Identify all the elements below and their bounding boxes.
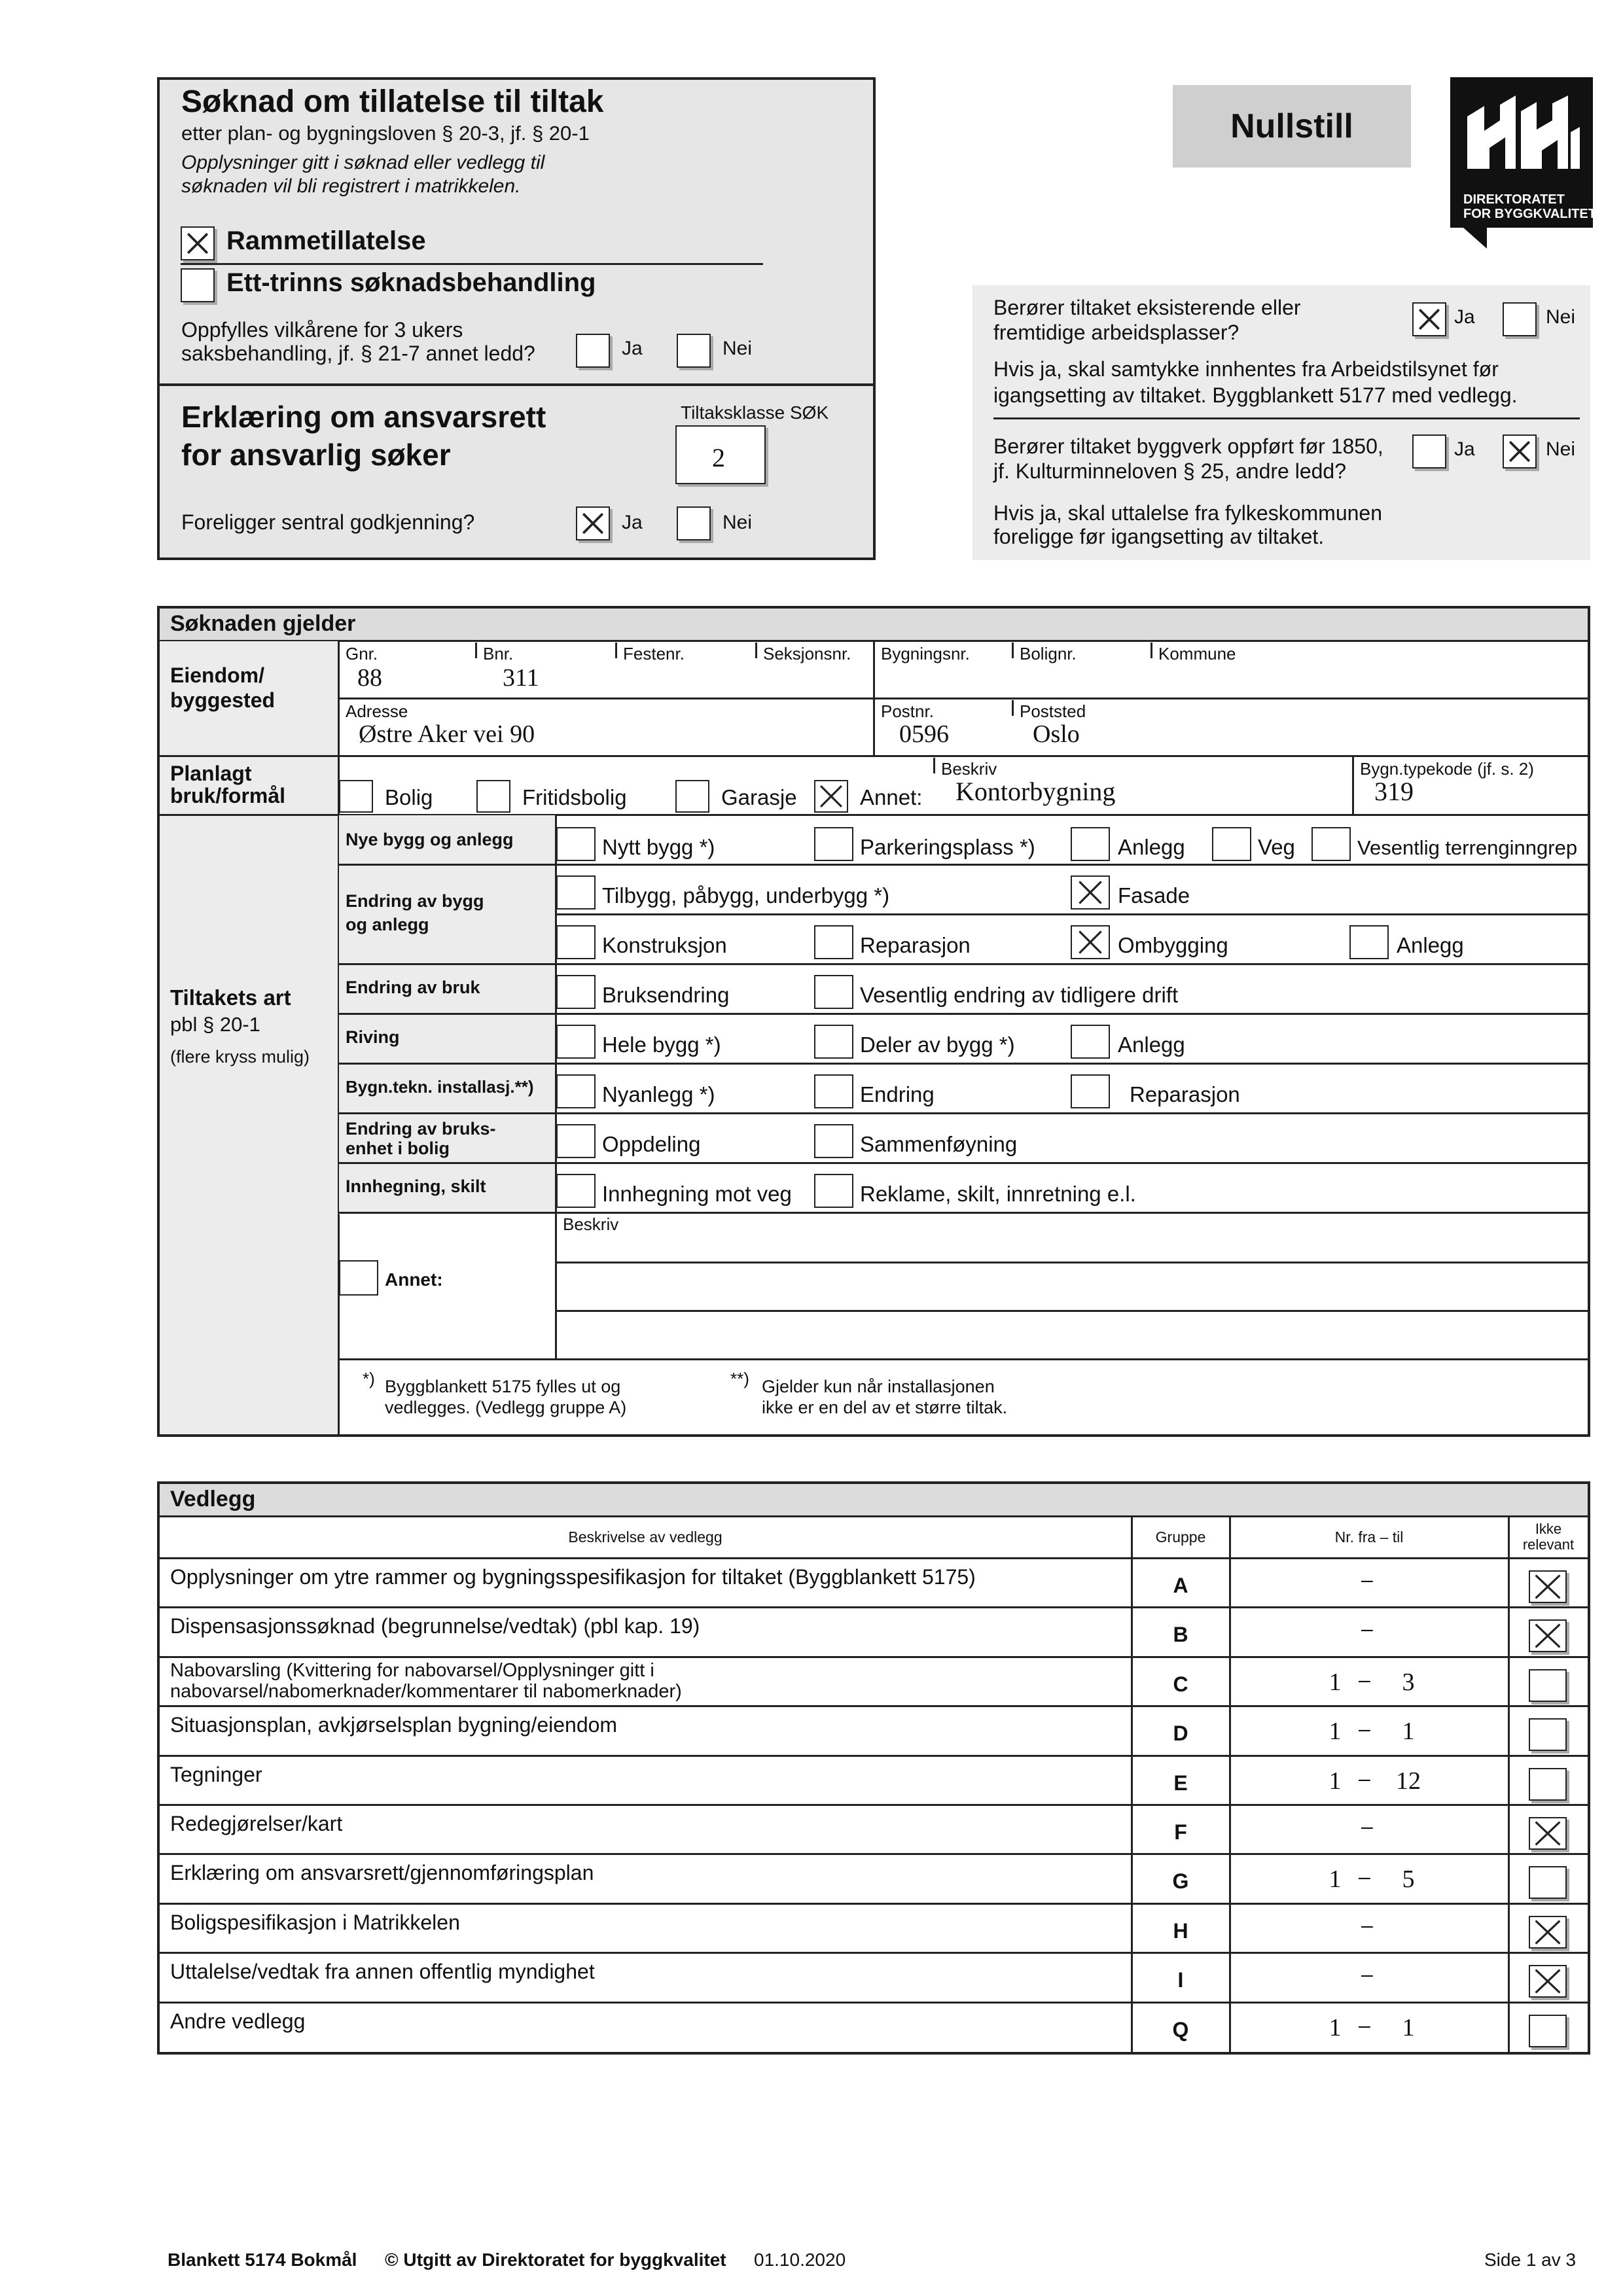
veg-checkbox[interactable] xyxy=(1212,827,1251,861)
anlegg-endring-label: Anlegg xyxy=(1397,933,1464,957)
divider xyxy=(160,1705,1588,1707)
footnote-2-line1: Gjelder kun når installasjonen xyxy=(762,1377,995,1396)
adresse-label: Adresse xyxy=(346,701,408,721)
erklaring-title-1: Erklæring om ansvarsrett xyxy=(181,400,546,434)
bruksendring-label: Bruksendring xyxy=(602,983,730,1007)
vedlegg-group: H xyxy=(1173,1919,1188,1943)
anlegg-nye-label: Anlegg xyxy=(1118,835,1185,859)
reparasjon-checkbox[interactable] xyxy=(814,925,853,959)
divider xyxy=(339,1112,1588,1114)
x-mark-icon xyxy=(182,228,213,259)
postnr-value[interactable]: 0596 xyxy=(899,720,949,748)
innhegning-label: Innhegning mot veg xyxy=(602,1182,792,1206)
vilkar-nei-checkbox[interactable] xyxy=(677,334,711,368)
vedlegg-dash: – xyxy=(1359,1717,1370,1740)
anlegg-endring-checkbox[interactable] xyxy=(1349,925,1389,959)
ikke-relevant-checkbox[interactable] xyxy=(1529,1669,1567,1702)
vedlegg-desc: Boligspesifikasjon i Matrikkelen xyxy=(170,1911,460,1934)
footnote-2-line2: ikke er en del av et større tiltak. xyxy=(762,1398,1008,1417)
gnr-value[interactable]: 88 xyxy=(357,664,382,692)
vedlegg-group: G xyxy=(1172,1869,1189,1893)
divider xyxy=(339,1162,1588,1164)
kulturminne-ja-checkbox[interactable] xyxy=(1412,434,1446,468)
vesentlig-drift-label: Vesentlig endring av tidligere drift xyxy=(860,983,1179,1007)
divider xyxy=(338,1358,1588,1360)
annet-tiltak-checkbox[interactable] xyxy=(339,1260,378,1296)
annet-bruk-label: Annet: xyxy=(860,785,923,809)
divider xyxy=(338,698,1588,699)
vedlegg-group: F xyxy=(1174,1820,1187,1844)
divider xyxy=(475,643,477,658)
vedlegg-group: D xyxy=(1173,1722,1188,1745)
vedlegg-group: Q xyxy=(1172,2018,1189,2041)
footer-dato: 01.10.2020 xyxy=(754,2250,846,2270)
divider xyxy=(339,1013,1588,1015)
vedlegg-to[interactable]: 3 xyxy=(1402,1669,1415,1696)
divider xyxy=(160,1952,1588,1954)
row-bygntekn-label: Bygn.tekn. installasj.**) xyxy=(346,1077,534,1097)
vedlegg-group: A xyxy=(1173,1574,1188,1597)
logo-text-2: FOR BYGGKVALITET xyxy=(1463,207,1596,221)
col-header-gruppe: Gruppe xyxy=(1155,1528,1206,1545)
fritidsbolig-label: Fritidsbolig xyxy=(522,785,627,809)
vedlegg-group: I xyxy=(1177,1968,1184,1992)
bnr-value[interactable]: 311 xyxy=(503,664,539,692)
ikke-relevant-checkbox[interactable] xyxy=(1529,1619,1567,1652)
ombygging-checkbox[interactable] xyxy=(1071,925,1110,959)
beskriv-value[interactable]: Kontorbygning xyxy=(955,777,1116,806)
kulturminne-ja-label: Ja xyxy=(1454,438,1475,460)
ikke-relevant-checkbox[interactable] xyxy=(1529,1817,1567,1850)
col-header-nr: Nr. fra – til xyxy=(1334,1528,1404,1545)
vedlegg-from[interactable]: 1 xyxy=(1329,1865,1342,1893)
reset-button[interactable]: Nullstill xyxy=(1173,85,1411,168)
x-mark-icon xyxy=(1530,1572,1565,1602)
beskriv-label: Beskriv xyxy=(941,759,997,779)
divider xyxy=(160,1804,1588,1806)
arbeidsplasser-question-1: Berører tiltaket eksisterende eller xyxy=(993,296,1301,319)
reklame-label: Reklame, skilt, innretning e.l. xyxy=(860,1182,1136,1206)
anlegg-riving-checkbox[interactable] xyxy=(1071,1025,1110,1059)
fasade-checkbox[interactable] xyxy=(1071,875,1110,910)
vedlegg-dash: – xyxy=(1361,1913,1373,1937)
vedlegg-dash: – xyxy=(1361,1814,1373,1838)
reklame-checkbox[interactable] xyxy=(814,1174,853,1208)
vedlegg-from[interactable]: 1 xyxy=(1329,2014,1342,2041)
tiltak-pbl: pbl § 20-1 xyxy=(170,1013,260,1036)
footer-utgitt: © Utgitt av Direktoratet for byggkvalitet xyxy=(385,2250,726,2270)
vedlegg-dash: – xyxy=(1359,1668,1370,1691)
vedlegg-dash: – xyxy=(1361,1962,1373,1986)
vedlegg-heading-bar xyxy=(160,1484,1588,1515)
hele-bygg-label: Hele bygg *) xyxy=(602,1033,721,1057)
veg-label: Veg xyxy=(1258,835,1295,859)
divider xyxy=(160,1755,1588,1757)
col-header-ikke xyxy=(1509,1517,1588,1557)
tiltak-title: Tiltakets art xyxy=(170,985,291,1010)
vedlegg-desc: Situasjonsplan, avkjørselsplan bygning/eiendom xyxy=(170,1713,618,1737)
hele-bygg-checkbox[interactable] xyxy=(556,1025,596,1059)
rammetillatelse-checkbox[interactable] xyxy=(181,226,215,260)
vedlegg-dash: – xyxy=(1359,1865,1370,1888)
x-mark-icon xyxy=(815,781,847,811)
divider xyxy=(339,963,1588,965)
form-title: Søknad om tillatelse til tiltak xyxy=(181,84,604,119)
endring-tekn-checkbox[interactable] xyxy=(814,1074,853,1108)
tiltaksklasse-value: 2 xyxy=(712,443,725,472)
poststed-label: Poststed xyxy=(1020,701,1086,721)
x-mark-icon xyxy=(1530,1966,1565,1996)
x-mark-icon xyxy=(577,508,609,539)
bolig-checkbox[interactable] xyxy=(339,780,373,813)
ikke-relevant-checkbox[interactable] xyxy=(1529,1866,1567,1899)
col-header-ikke-1: Ikke xyxy=(1535,1521,1562,1537)
divider xyxy=(1508,1517,1510,2052)
bnr-label: Bnr. xyxy=(483,644,514,663)
vedlegg-from[interactable]: 1 xyxy=(1329,1767,1342,1795)
label-column xyxy=(160,641,338,1434)
x-mark-icon xyxy=(1530,1621,1565,1651)
logo-text-1: DIREKTORATET xyxy=(1463,192,1565,207)
ombygging-label: Ombygging xyxy=(1118,933,1228,957)
vedlegg-desc: Nabovarsling (Kvittering for nabovarsel/Opplysninger gitt i xyxy=(170,1660,654,1681)
divider xyxy=(1012,643,1014,658)
vedlegg-desc: Uttalelse/vedtak fra annen offentlig myndighet xyxy=(170,1960,595,1983)
kulturminne-nei-label: Nei xyxy=(1546,438,1576,460)
vedlegg-dash: – xyxy=(1359,1767,1370,1790)
fasade-label: Fasade xyxy=(1118,883,1190,908)
innhegning-checkbox[interactable] xyxy=(556,1174,596,1208)
divider xyxy=(993,417,1580,419)
divider xyxy=(1150,643,1152,658)
divider xyxy=(160,2002,1588,2004)
kulturminne-info-1: Hvis ja, skal uttalelse fra fylkeskommunen xyxy=(993,501,1382,525)
vedlegg-desc: Erklæring om ansvarsrett/gjennomføringsplan xyxy=(170,1861,594,1884)
gnr-label: Gnr. xyxy=(346,644,378,663)
vedlegg-to[interactable]: 12 xyxy=(1396,1767,1421,1795)
seksjonsnr-label: Seksjonsnr. xyxy=(763,644,851,663)
divider xyxy=(339,1063,1588,1065)
nytt-bygg-label: Nytt bygg *) xyxy=(602,835,715,859)
arbeidsplasser-nei-checkbox[interactable] xyxy=(1503,302,1537,336)
reparasjon-label: Reparasjon xyxy=(860,933,971,957)
sentral-ja-checkbox[interactable] xyxy=(576,506,610,540)
vilkar-question-1: Oppfylles vilkårene for 3 ukers xyxy=(181,318,463,342)
oppdeling-label: Oppdeling xyxy=(602,1132,701,1156)
vilkar-ja-checkbox[interactable] xyxy=(576,334,610,368)
divider xyxy=(339,864,1588,866)
nytt-bygg-checkbox[interactable] xyxy=(556,827,596,861)
tilbygg-checkbox[interactable] xyxy=(556,875,596,910)
vedlegg-from[interactable]: 1 xyxy=(1329,1669,1342,1696)
divider xyxy=(615,643,617,658)
row-riving-label: Riving xyxy=(346,1027,400,1047)
bygntype-value[interactable]: 319 xyxy=(1374,777,1414,806)
vedlegg-heading: Vedlegg xyxy=(170,1487,256,1511)
ikke-relevant-checkbox[interactable] xyxy=(1529,1768,1567,1801)
parkering-label: Parkeringsplass *) xyxy=(860,835,1035,859)
arbeidsplasser-question-2: fremtidige arbeidsplasser? xyxy=(993,321,1240,344)
divider xyxy=(160,755,1588,757)
sentral-nei-label: Nei xyxy=(722,512,753,533)
row-nye-label: Nye bygg og anlegg xyxy=(346,830,514,849)
konstruksjon-label: Konstruksjon xyxy=(602,933,727,957)
divider xyxy=(555,913,1588,915)
endring-tekn-label: Endring xyxy=(860,1082,935,1106)
anlegg-riving-label: Anlegg xyxy=(1118,1033,1185,1057)
sentral-ja-label: Ja xyxy=(622,512,643,533)
tilbygg-label: Tilbygg, påbygg, underbygg *) xyxy=(602,883,890,908)
konstruksjon-checkbox[interactable] xyxy=(556,925,596,959)
ett-trinns-checkbox[interactable] xyxy=(181,268,215,302)
oppdeling-checkbox[interactable] xyxy=(556,1124,596,1158)
x-mark-icon xyxy=(1414,304,1445,335)
poststed-value[interactable]: Oslo xyxy=(1033,720,1080,748)
divider xyxy=(160,1853,1588,1855)
bygntype-label: Bygn.typekode (jf. s. 2) xyxy=(1360,759,1534,779)
sentral-nei-checkbox[interactable] xyxy=(677,506,711,540)
divider xyxy=(160,1656,1588,1658)
footnote-2-mark: **) xyxy=(730,1369,749,1388)
divider xyxy=(555,1262,1588,1263)
soknad-heading: Søknaden gjelder xyxy=(170,611,356,636)
rammetillatelse-label: Rammetillatelse xyxy=(226,226,426,255)
x-mark-icon xyxy=(1530,1818,1565,1848)
sammenfoyning-label: Sammenføyning xyxy=(860,1132,1018,1156)
vilkar-nei-label: Nei xyxy=(722,338,753,359)
planlagt-label-2: bruk/formål xyxy=(170,784,286,807)
x-mark-icon xyxy=(1530,1917,1565,1947)
row-bruksenhet-label-2: enhet i bolig xyxy=(346,1139,450,1158)
vedlegg-from[interactable]: 1 xyxy=(1329,1718,1342,1745)
eiendom-label-2: byggested xyxy=(170,688,276,712)
ett-trinns-label: Ett-trinns søknadsbehandling xyxy=(226,268,596,297)
adresse-value[interactable]: Østre Aker vei 90 xyxy=(359,720,535,748)
divider xyxy=(555,1310,1588,1312)
footnote-1-line1: Byggblankett 5175 fylles ut og xyxy=(385,1377,621,1396)
vedlegg-desc: Tegninger xyxy=(170,1763,262,1786)
deler-bygg-label: Deler av bygg *) xyxy=(860,1033,1015,1057)
vedlegg-to[interactable]: 1 xyxy=(1402,2014,1415,2041)
vedlegg-dash: – xyxy=(1361,1617,1373,1640)
ikke-relevant-checkbox[interactable] xyxy=(1529,1965,1567,1998)
footnote-1-line2: vedlegges. (Vedlegg gruppe A) xyxy=(385,1398,627,1417)
dibk-logo xyxy=(1450,77,1596,249)
vedlegg-to[interactable]: 5 xyxy=(1402,1865,1415,1893)
arbeidsplasser-ja-label: Ja xyxy=(1454,306,1475,328)
kommune-label: Kommune xyxy=(1158,644,1236,663)
bolignr-label: Bolignr. xyxy=(1020,644,1077,663)
divider xyxy=(1352,755,1354,814)
deler-bygg-checkbox[interactable] xyxy=(814,1025,853,1059)
terreng-label: Vesentlig terrenginngrep xyxy=(1357,836,1578,859)
divider xyxy=(160,1557,1588,1559)
form-note-2: søknaden vil bli registrert i matrikkelen. xyxy=(181,175,521,197)
eiendom-label-1: Eiendom/ xyxy=(170,663,265,687)
divider xyxy=(160,1606,1588,1608)
bruksendring-checkbox[interactable] xyxy=(556,975,596,1009)
form-subtitle: etter plan- og bygningsloven § 20-3, jf. § 20-1 xyxy=(181,122,590,145)
vilkar-question-2: saksbehandling, jf. § 21-7 annet ledd? xyxy=(181,342,535,365)
divider xyxy=(1012,700,1014,716)
kulturminne-question-1: Berører tiltaket byggverk oppført før 1850, xyxy=(993,434,1383,458)
annet-beskriv-label: Beskriv xyxy=(563,1214,619,1234)
footer-side: Side 1 av 3 xyxy=(1484,2250,1577,2270)
vedlegg-desc: Redegjørelser/kart xyxy=(170,1812,343,1835)
vilkar-ja-label: Ja xyxy=(622,338,643,359)
x-mark-icon xyxy=(1072,927,1109,958)
form-note-1: Opplysninger gitt i søknad eller vedlegg til xyxy=(181,152,545,173)
vedlegg-dash: – xyxy=(1361,1568,1373,1591)
ikke-relevant-checkbox[interactable] xyxy=(1529,2015,1567,2047)
footnote-1-mark: *) xyxy=(363,1369,375,1388)
anlegg-nye-checkbox[interactable] xyxy=(1071,827,1110,861)
vedlegg-desc: Andre vedlegg xyxy=(170,2009,306,2033)
parkering-checkbox[interactable] xyxy=(814,827,853,861)
arbeidsplasser-info-2: igangsetting av tiltaket. Byggblankett 5177 med vedlegg. xyxy=(993,383,1518,407)
logo-mark-icon xyxy=(1450,77,1593,249)
divider xyxy=(755,643,757,658)
garasje-label: Garasje xyxy=(721,785,797,809)
vedlegg-group: E xyxy=(1173,1771,1188,1795)
vedlegg-group: B xyxy=(1173,1623,1188,1646)
row-endring-label-2: og anlegg xyxy=(346,915,429,934)
vedlegg-to[interactable]: 1 xyxy=(1402,1718,1415,1745)
vedlegg-dash: – xyxy=(1359,2013,1370,2037)
vedlegg-group: C xyxy=(1173,1672,1188,1696)
terreng-checkbox[interactable] xyxy=(1311,827,1351,861)
postnr-label: Postnr. xyxy=(881,701,934,721)
divider xyxy=(160,1903,1588,1905)
vedlegg-desc-cont: nabovarsel/nabomerknader/kommentarer til nabomerknader) xyxy=(170,1681,682,1702)
divider xyxy=(160,383,873,386)
ikke-relevant-checkbox[interactable] xyxy=(1529,1570,1567,1603)
vedlegg-desc: Opplysninger om ytre rammer og bygningsspesifikasjon for tiltaket (Byggblankett 5175) xyxy=(170,1565,976,1589)
x-mark-icon xyxy=(1504,436,1535,467)
kulturminne-nei-checkbox[interactable] xyxy=(1503,434,1537,468)
row-endring-label-1: Endring av bygg xyxy=(346,891,484,911)
col-header-beskrivelse: Beskrivelse av vedlegg xyxy=(568,1528,722,1545)
sammenfoyning-checkbox[interactable] xyxy=(814,1124,853,1158)
soknad-heading-bar xyxy=(160,609,1588,640)
tiltak-flere: (flere kryss mulig) xyxy=(170,1047,310,1067)
divider xyxy=(1229,1517,1231,2052)
nyanlegg-checkbox[interactable] xyxy=(556,1074,596,1108)
arbeidsplasser-nei-label: Nei xyxy=(1546,306,1576,328)
kulturminne-info-2: foreligge før igangsetting av tiltaket. xyxy=(993,525,1325,548)
tiltaksklasse-label: Tiltaksklasse SØK xyxy=(681,402,829,423)
x-mark-icon xyxy=(1072,877,1109,908)
nyanlegg-label: Nyanlegg *) xyxy=(602,1082,715,1106)
ikke-relevant-checkbox[interactable] xyxy=(1529,1916,1567,1949)
footer-blankett: Blankett 5174 Bokmål xyxy=(168,2250,357,2270)
sentral-question: Foreligger sentral godkjenning? xyxy=(181,510,475,534)
row-bruksenhet-label-1: Endring av bruks- xyxy=(346,1119,496,1139)
annet-tiltak-label: Annet: xyxy=(385,1269,443,1290)
divider xyxy=(933,758,935,773)
divider xyxy=(181,263,763,265)
reparasjon-tekn-checkbox[interactable] xyxy=(1071,1074,1110,1108)
bolig-label: Bolig xyxy=(385,785,433,809)
planlagt-label-1: Planlagt xyxy=(170,762,252,785)
kulturminne-question-2: jf. Kulturminneloven § 25, andre ledd? xyxy=(993,459,1347,483)
arbeidsplasser-info-1: Hvis ja, skal samtykke innhentes fra Arbeidstilsynet før xyxy=(993,357,1499,381)
annet-bruk-checkbox[interactable] xyxy=(814,780,848,813)
vesentlig-drift-checkbox[interactable] xyxy=(814,975,853,1009)
arbeidsplasser-ja-checkbox[interactable] xyxy=(1412,302,1446,336)
row-bruk-label: Endring av bruk xyxy=(346,978,480,997)
row-innhegning-label: Innhegning, skilt xyxy=(346,1176,486,1196)
vedlegg-desc: Dispensasjonssøknad (begrunnelse/vedtak) (pbl kap. 19) xyxy=(170,1614,700,1638)
annet-beskriv-field[interactable] xyxy=(556,1213,1588,1358)
erklaring-title-2: for ansvarlig søker xyxy=(181,438,451,472)
garasje-checkbox[interactable] xyxy=(675,780,709,813)
reparasjon-tekn-label: Reparasjon xyxy=(1130,1082,1240,1106)
fritidsbolig-checkbox[interactable] xyxy=(476,780,510,813)
col-header-ikke-2: relevant xyxy=(1522,1536,1575,1553)
bygningsnr-label: Bygningsnr. xyxy=(881,644,970,663)
ikke-relevant-checkbox[interactable] xyxy=(1529,1718,1567,1751)
festenr-label: Festenr. xyxy=(623,644,685,663)
